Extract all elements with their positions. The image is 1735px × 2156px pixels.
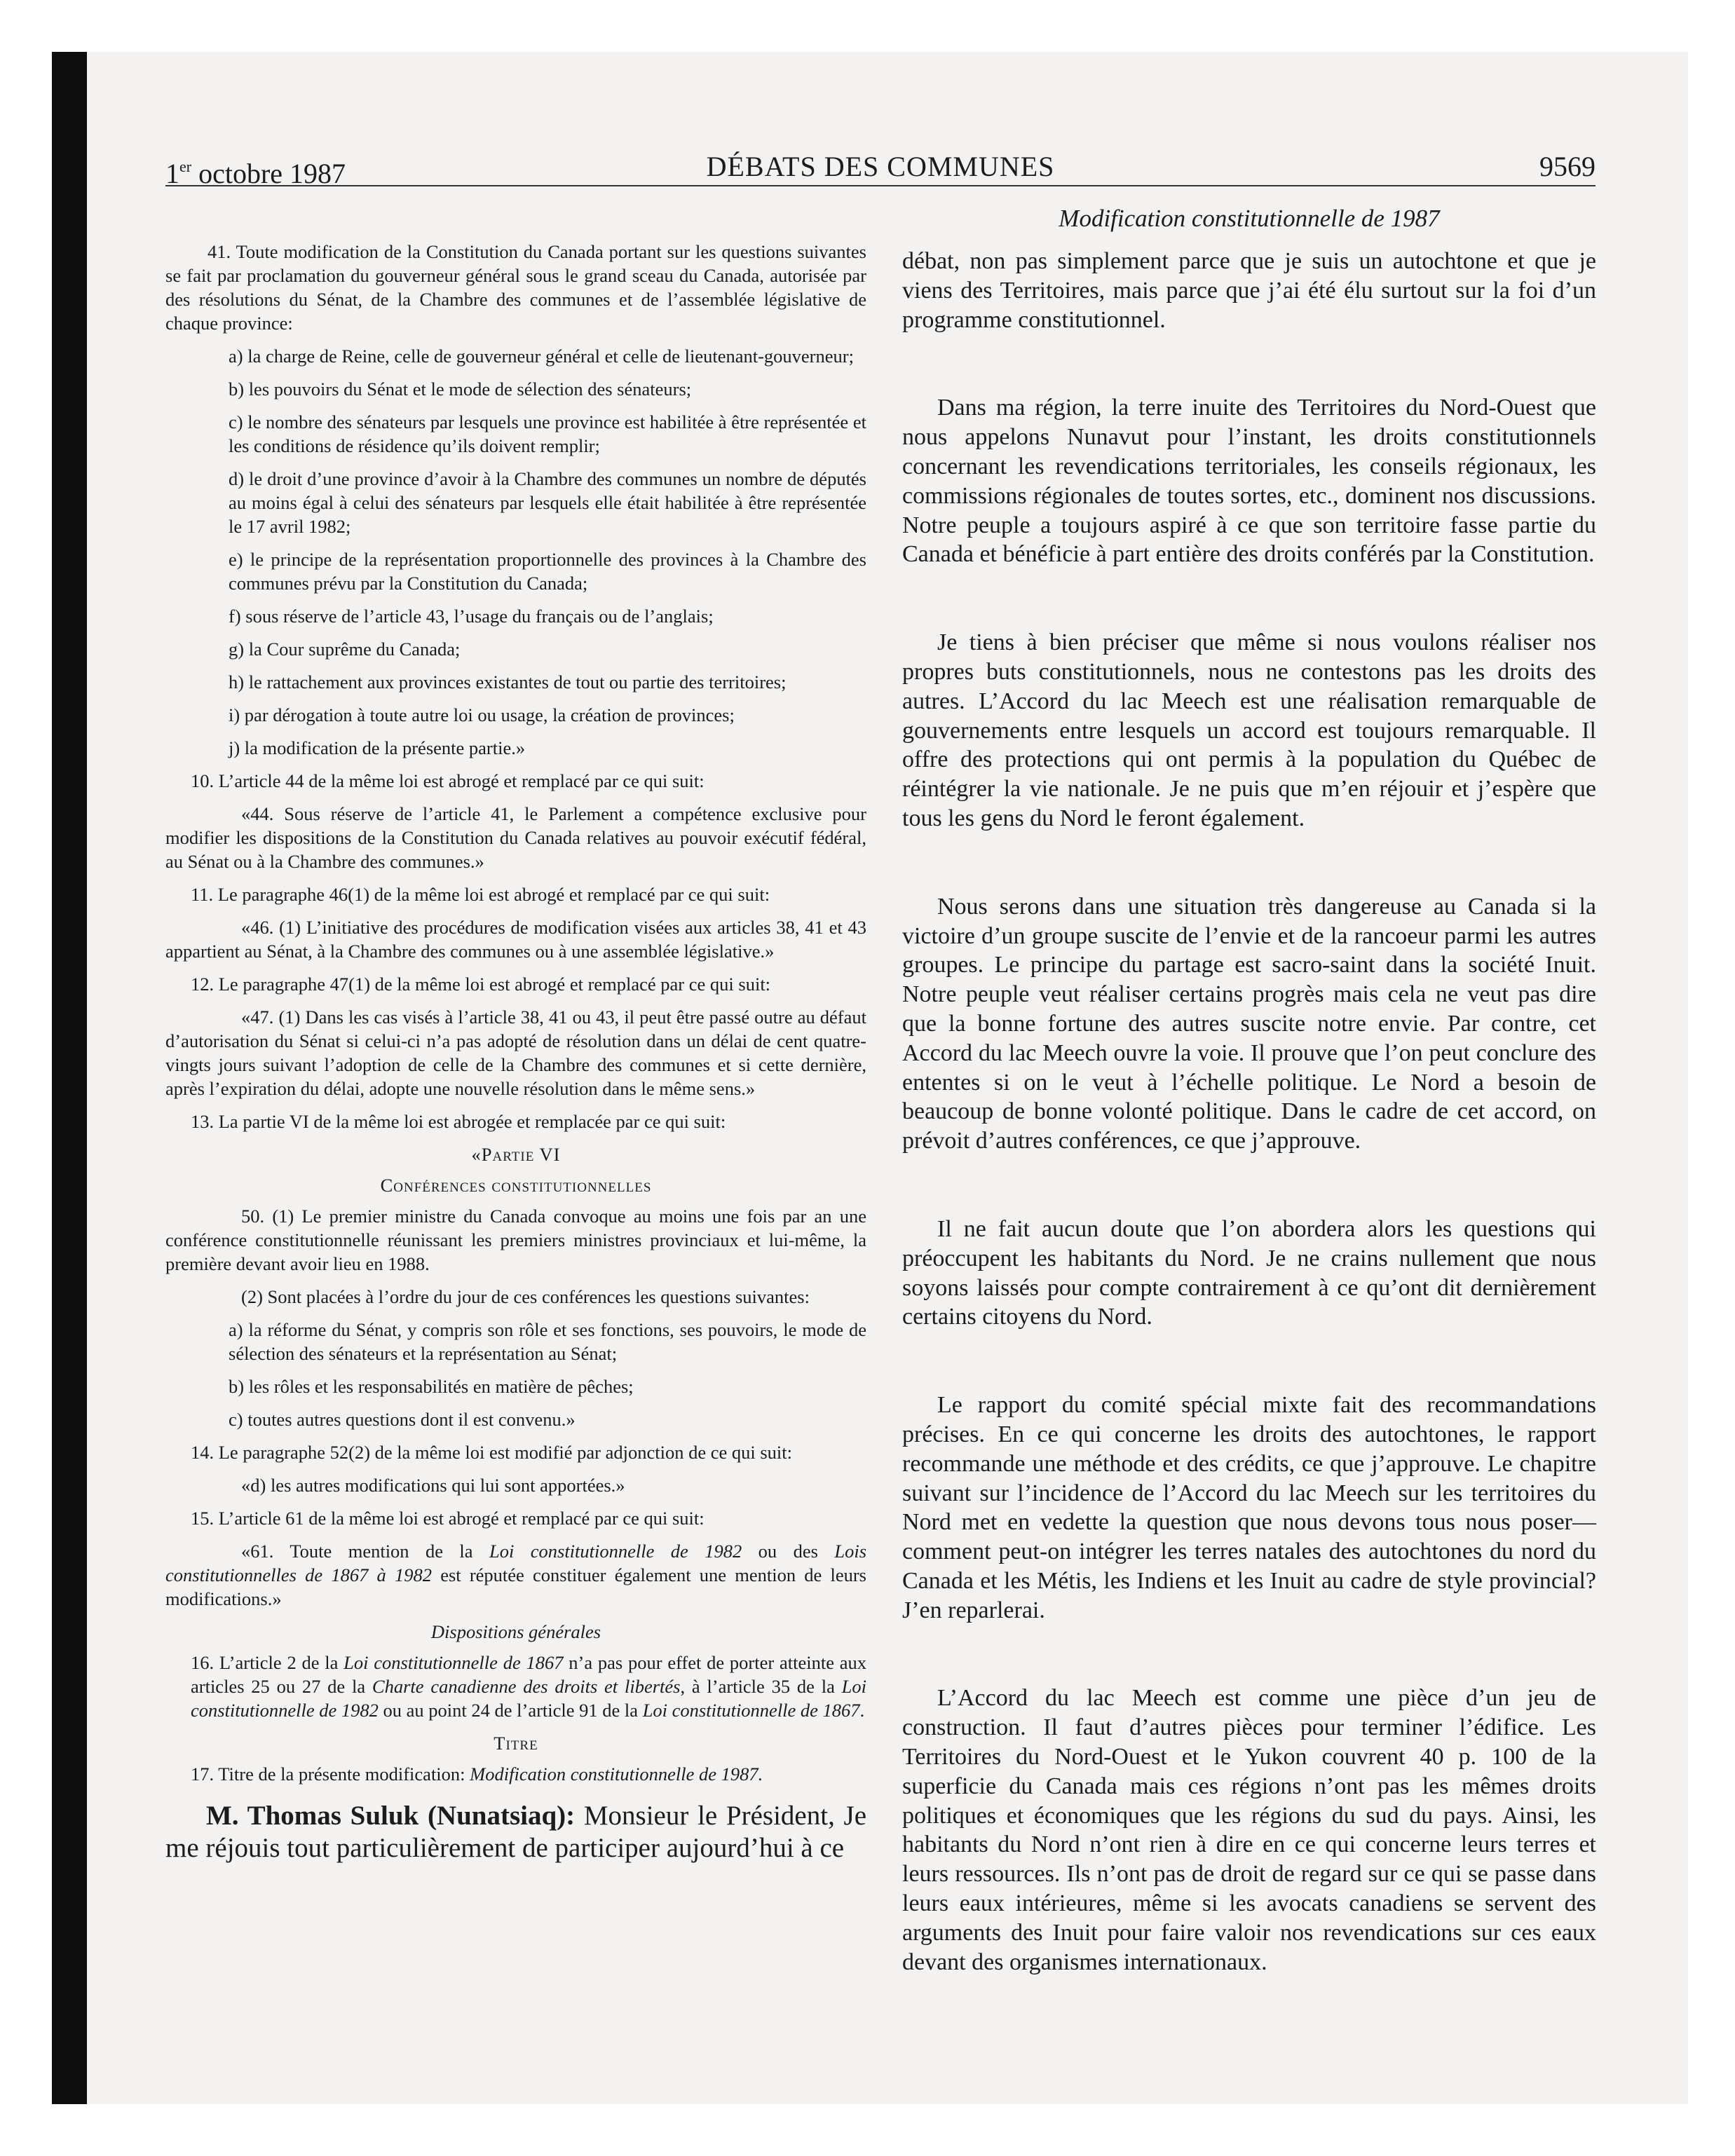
speaker-name: M. Thomas Suluk (Nunatsiaq): [206,1801,576,1831]
header-date-day: 1 [165,158,179,189]
section-13: 13. La partie VI de la même loi est abrogée et remplacée par ce qui suit: [191,1111,726,1132]
text-run: 16. L’article 2 de la [191,1652,344,1673]
speech-paragraph: Il ne fait aucun doute que l’on abordera alors les questions qui préoccupent les habitants du Nord. Je ne crains nullement que nous soyons laissés pour compte contrairement à ce qu’ont dit dernièrement certains citoyens du Nord. [902,1215,1596,1330]
titre-heading: Titre [494,1733,538,1754]
section-12: 12. Le paragraphe 47(1) de la même loi est abrogé et remplacé par ce qui suit: [191,974,771,995]
speech-paragraph: débat, non pas simplement parce que je suis un autochtone et que je viens des Territoires, mais parce que j’ai été élu surtout sur la foi d’un programme constitutionnel. [902,248,1596,333]
article-41-item: i) par dérogation à toute autre loi ou usage, la création de provinces; [229,704,735,725]
section-16 [165,1651,866,1722]
article-41-item: g) la Cour suprême du Canada; [229,639,461,660]
left-column [165,240,866,1874]
quote-article-46: «46. (1) L’initiative des procédures de modification visées aux articles 38, 41 et 43 appartient au Sénat, à la Chambre des communes ou à une assemblée législative.» [165,917,866,962]
header-title: DÉBATS DES COMMUNES [706,151,1055,182]
quote-article-61 [165,1539,866,1611]
quote-article-47: «47. (1) Dans les cas visés à l’article 38, 41 ou 43, il peut être passé outre au défaut d’autorisation du Sénat si celui-ci n’a pas adopté de résolution dans un délai de cent quatre-vingts jours suivant l’adoption de celle de la Chambre des communes et si cette dernière, après l’expiration du délai, adopte une nouvelle résolution dans le même sens.» [165,1007,866,1099]
speaker-paragraph [165,1800,866,1864]
text-run: 17. Titre de la présente modification: [191,1763,470,1785]
law-title: Loi constitutionnelle de 1867 [343,1652,564,1673]
speaker-text: Monsieur le Président, Je me réjouis tout particulièrement de participer aujourd’hui à ce [165,1801,867,1863]
article-50-2: (2) Sont placées à l’ordre du jour de ces conférences les questions suivantes: [241,1286,810,1307]
article-50-item: a) la réforme du Sénat, y compris son rôle et ses fonctions, ses pouvoirs, le mode de sélection des sénateurs et la représentation au Sénat; [229,1319,866,1364]
dispositions-heading: Dispositions générales [430,1621,601,1642]
article-41-item: f) sous réserve de l’article 43, l’usage du français ou de l’anglais; [229,606,714,627]
text-run: «61. Toute mention de la [241,1541,489,1562]
article-50-item: c) toutes autres questions dont il est convenu.» [229,1409,576,1430]
section-11: 11. Le paragraphe 46(1) de la même loi est abrogé et remplacé par ce qui suit: [191,884,770,905]
right-column-title: Modification constitutionnelle de 1987 [1059,205,1440,232]
article-41-item: j) la modification de la présente partie.» [229,737,526,758]
article-41-item: c) le nombre des sénateurs par lesquels une province est habilitée à être représentée et les conditions de résidence qu’ils doivent remplir; [229,411,866,456]
right-column [902,247,1596,2035]
partie-vi-heading: «Partie VI [471,1144,561,1165]
page-number: 9569 [1539,151,1595,182]
header-date-sup: er [179,158,192,175]
conferences-heading: Conférences constitutionnelles [380,1175,652,1196]
page-header [165,149,1595,189]
text-run: ou des [742,1541,835,1562]
article-50-1: 50. (1) Le premier ministre du Canada convoque au moins une fois par an une conférence constitutionnelle réunissant les premiers ministres provinciaux et lui-même, la première devant avoir lieu en 1988. [165,1206,866,1274]
section-15: 15. L’article 61 de la même loi est abrogé et remplacé par ce qui suit: [191,1508,705,1529]
law-title: Loi constitutionnelle de 1982 [191,1676,866,1721]
scan-black-border [52,52,87,2104]
speech-paragraph: L’Accord du lac Meech est comme une pièce d’un jeu de construction. Il faut d’autres pièces pour terminer l’édifice. Les Territoires du Nord-Ouest et le Yukon couvrent 40 p. 100 de la superficie du Canada mais ces régions n’ont pas les mêmes droits politiques et économiques que les régions du sud du pays. Ainsi, les habitants du Nord n’ont rien à dire en ce qui concerne leurs terres et leurs ressources. Ils n’ont pas de droit de regard sur ce qui se passe dans leurs eaux intérieures, même si les avocats canadiens se servent des arguments des Inuit pour faire valoir nos revendications sur ces eaux devant des organismes internationaux. [902,1685,1596,1975]
article-50-item: b) les rôles et les responsabilités en matière de pêches; [229,1376,634,1397]
law-title: Modification constitutionnelle de 1987. [470,1763,763,1785]
speech-paragraph: Nous serons dans une situation très dangereuse au Canada si la victoire d’un groupe suscite de l’envie et de la rancoeur parmi les autres groupes. Le principe du partage est sacro-saint dans la société Inuit. Notre peuple veut réaliser certains progrès mais cela ne veut pas dire que la bonne fortune des autres suscite notre envie. Par contre, cet Accord du lac Meech ouvre la voie. Il prouve que l’on peut conclure des ententes si on le veut à l’échelle politique. Le Nord a besoin de beaucoup de bonne volonté politique. Dans le cadre de cet accord, on prévoit d’autres conférences, ce que j’approuve. [902,893,1596,1154]
text-run: , à l’article 35 de la [680,1676,842,1697]
law-title: Loi constitutionnelle de 1867 [642,1700,860,1721]
speech-paragraph: Dans ma région, la terre inuite des Territoires du Nord-Ouest que nous appelons Nunavut pour l’instant, les droits constitutionnels concernant les revendications territoriales, les conseils régionaux, les commissions régionales de toutes sortes, etc., dominent nos discussions. Notre peuple a toujours aspiré à ce que son territoire fasse partie du Canada et bénéficie à part entière des droits conférés par la Constitution. [902,395,1596,568]
article-41-item: h) le rattachement aux provinces existantes de tout ou partie des territoires; [229,671,787,692]
section-14: 14. Le paragraphe 52(2) de la même loi est modifié par adjonction de ce qui suit: [191,1442,793,1463]
article-41-item: b) les pouvoirs du Sénat et le mode de sélection des sénateurs; [229,378,692,400]
text-run: est réputée constituer également une mention de leurs modifications.» [165,1564,866,1609]
quote-52-d: «d) les autres modifications qui lui sont apportées.» [241,1475,625,1496]
speech-paragraph: Le rapport du comité spécial mixte fait des recommandations précises. En ce qui concerne les droits des autochtones, le rapport recommande une méthode et des crédits, ce que j’approuve. Le chapitre suivant sur l’incidence de l’Accord du lac Meech sur les territoires du Nord met en vedette la question que nous devons tous nous poser—comment peut-on intégrer les terres natales des autochtones du nord du Canada et les Métis, les Indiens et les Inuit au cadre de style provincial? J’en reparlerai. [902,1392,1596,1623]
article-41-item: e) le principe de la représentation proportionnelle des provinces à la Chambre des communes prévu par la Constitution du Canada; [229,549,866,594]
header-date-rest: octobre 1987 [191,158,346,189]
quote-article-44: «44. Sous réserve de l’article 41, le Parlement a compétence exclusive pour modifier les dispositions de la Constitution du Canada relatives au pouvoir exécutif fédéral, au Sénat ou à la Chambre des communes.» [165,803,866,872]
law-title: Charte canadienne des droits et libertés [372,1676,681,1697]
law-title: Loi constitutionnelle de 1982 [489,1541,742,1562]
text-run: ou au point 24 de l’article 91 de la [378,1700,643,1721]
text-run: n’a pas pour effet de porter atteinte aux articles 25 ou 27 de la [191,1652,866,1697]
text-run: . [859,1700,865,1721]
article-41-text: 41. Toute modification de la Constitution du Canada portant sur les questions suivantes se fait par proclamation du gouverneur général sous le grand sceau du Canada, autorisée par des résolutions du Sénat, de la Chambre des communes et de l’assemblée législative de chaque province: [165,241,866,334]
article-41-item: a) la charge de Reine, celle de gouverneur général et celle de lieutenant-gouverneur; [229,346,854,367]
section-17 [165,1762,866,1786]
article-41-item: d) le droit d’une province d’avoir à la Chambre des communes un nombre de députés au moins égal à celui des sénateurs par lesquels elle était habilitée à être représentée le 17 avril 1982; [229,468,866,537]
speech-paragraph: Je tiens à bien préciser que même si nous voulons réaliser nos propres buts constitutionnels, nous ne contestons pas les droits des autres. L’Accord du lac Meech est une réalisation remarquable de gouvernements entre lesquels un accord est toujours remarquable. Il offre des protections qui ont permis à la population du Québec de réintégrer la vie nationale. Je ne puis que m’en réjouir et j’espère que tous les gens du Nord le feront également. [902,629,1596,831]
section-10: 10. L’article 44 de la même loi est abrogé et remplacé par ce qui suit: [191,770,705,791]
law-title: Lois constitutionnelles de 1867 à 1982 [165,1541,867,1585]
